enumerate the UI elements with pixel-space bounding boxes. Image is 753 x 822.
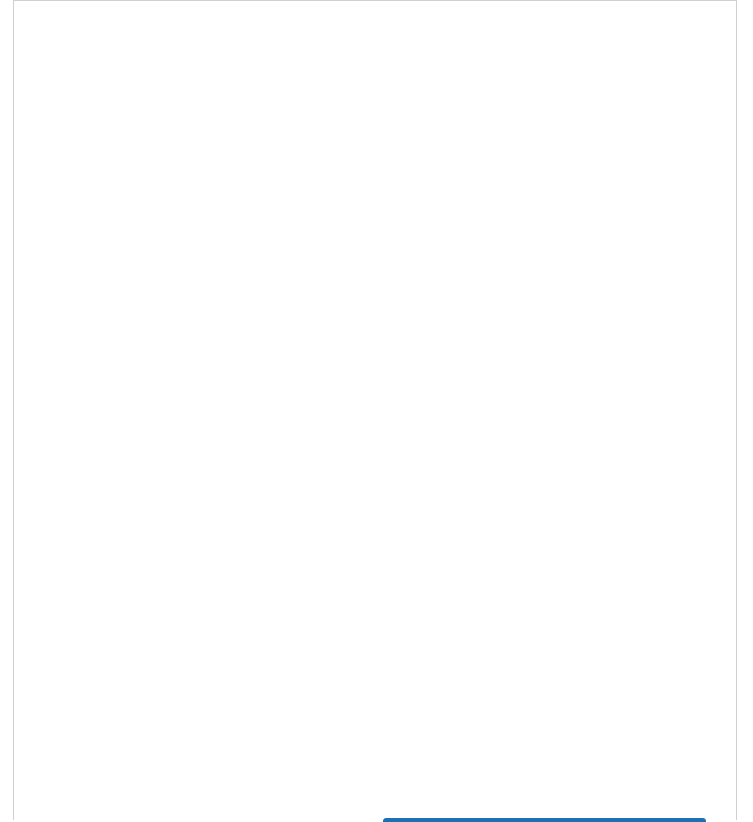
history-table	[13, 0, 737, 820]
bottom-action-button[interactable]	[383, 818, 706, 822]
